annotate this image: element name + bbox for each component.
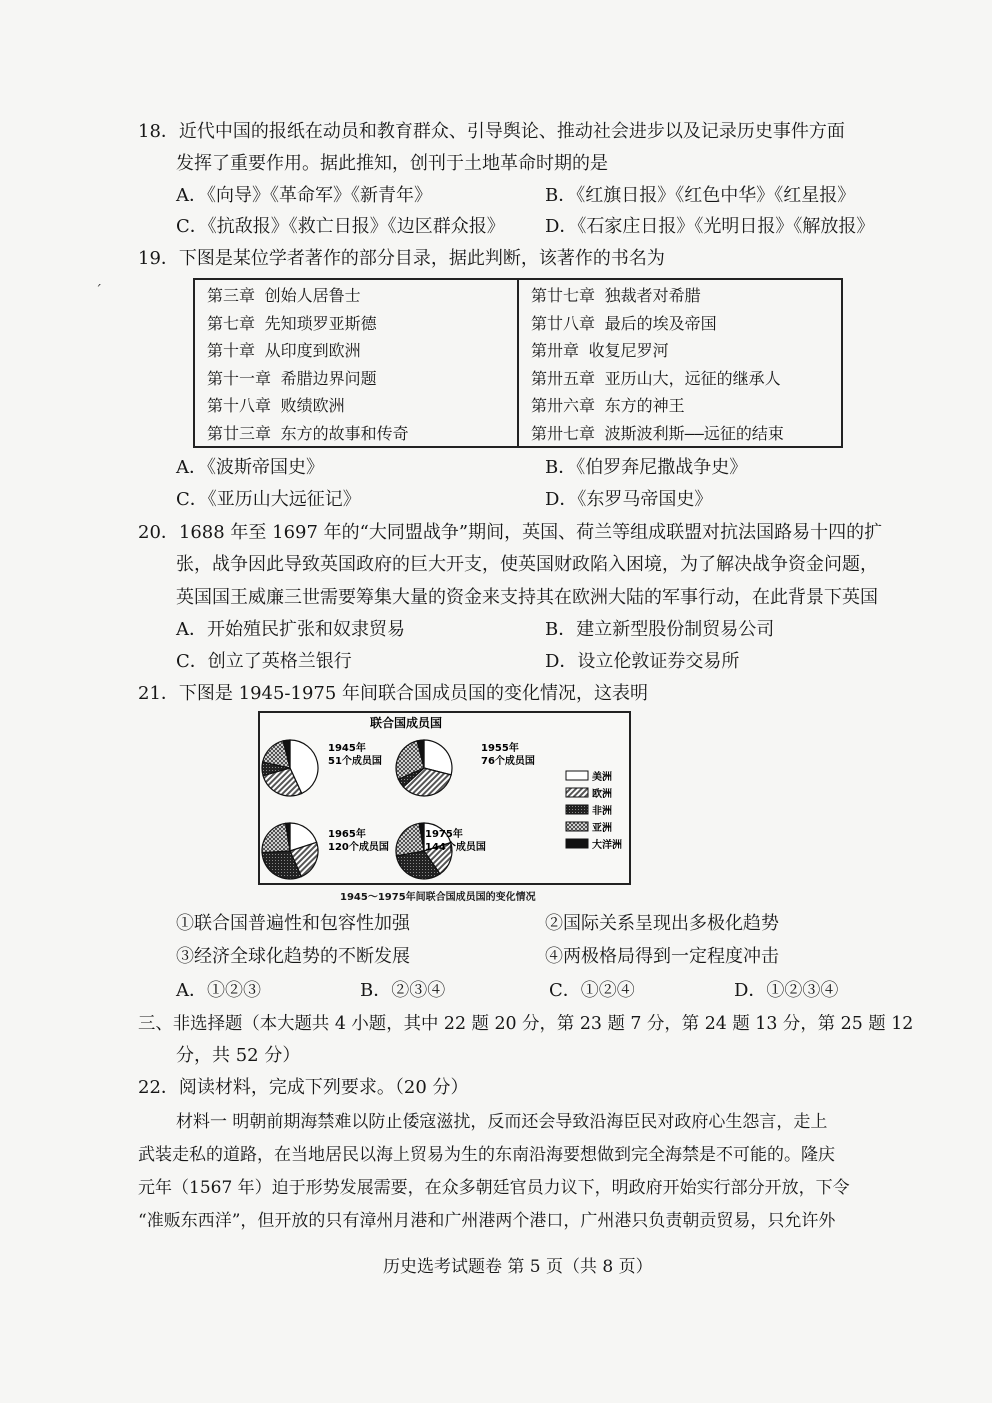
q18-stem-line2: 发挥了重要作用。据此推知，创刊于土地革命时期的是 bbox=[176, 153, 608, 174]
toc-item: 第七章 先知琐罗亚斯德 bbox=[207, 313, 377, 333]
q22-material-line4: “准贩东西洋”，但开放的只有漳州月港和广州港两个港口，广州港只负责朝贡贸易，只允许外 bbox=[138, 1211, 836, 1231]
toc-item: 第廿三章 东方的故事和传奇 bbox=[207, 423, 409, 443]
legend-swatch bbox=[566, 788, 588, 797]
pie-charts-svg bbox=[260, 713, 629, 883]
q21-option-b: B．②③④ bbox=[360, 980, 446, 1001]
toc-item: 第三章 创始人居鲁士 bbox=[207, 286, 361, 305]
q20-stem-line1: 20．1688 年至 1697 年的“大同盟战争”期间，英国、荷兰等组成联盟对抗法国路易十四的扩 bbox=[138, 522, 883, 543]
q21-option-c: C．①②④ bbox=[549, 980, 635, 1001]
pie-year-label: 1945年 bbox=[328, 743, 366, 754]
q21-statement-2: ②国际关系呈现出多极化趋势 bbox=[545, 913, 779, 934]
pie-count-label: 76个成员国 bbox=[481, 756, 535, 767]
toc-right-column bbox=[519, 280, 841, 446]
pen-mark: ˊ bbox=[95, 283, 102, 299]
chart-caption: 1945～1975年间联合国成员国的变化情况 bbox=[340, 892, 536, 903]
q22-material-line2: 武装走私的道路，在当地居民以海上贸易为生的东南沿海要想做到完全海禁是不可能的。隆庆 bbox=[138, 1145, 835, 1165]
q20-option-b: B．建立新型股份制贸易公司 bbox=[545, 619, 775, 640]
q20-option-d: D．设立伦敦证券交易所 bbox=[545, 651, 740, 672]
section3-heading-line2: 分，共 52 分） bbox=[176, 1045, 301, 1066]
toc-item: 第十八章 败绩欧洲 bbox=[207, 396, 345, 416]
table-of-contents bbox=[193, 278, 843, 448]
legend-label: 欧洲 bbox=[592, 789, 612, 800]
pie-count-label: 51个成员国 bbox=[328, 756, 382, 767]
toc-item: 第廿七章 独裁者对希腊 bbox=[531, 286, 701, 305]
pie-year-label: 1965年 bbox=[328, 829, 366, 840]
q20-stem-line3: 英国国王威廉三世需要筹集大量的资金来支持其在欧洲大陆的军事行动，在此背景下英国 bbox=[176, 587, 878, 608]
un-members-chart bbox=[258, 711, 631, 885]
legend-label: 大洋洲 bbox=[592, 840, 622, 851]
toc-item: 第卅章 收复尼罗河 bbox=[531, 341, 669, 361]
legend-label: 亚洲 bbox=[592, 823, 612, 834]
pie-count-label: 120个成员国 bbox=[328, 842, 389, 853]
legend-swatch bbox=[566, 839, 588, 848]
page-footer: 历史选考试题卷 第 5 页（共 8 页） bbox=[383, 1257, 653, 1277]
q20-option-c: C．创立了英格兰银行 bbox=[176, 651, 352, 672]
toc-item: 第卅五章 亚历山大，远征的继承人 bbox=[531, 368, 781, 388]
chart-legend bbox=[566, 770, 622, 851]
q18-stem-line1: 18．近代中国的报纸在动员和教育群众、引导舆论、推动社会进步以及记录历史事件方面 bbox=[138, 121, 845, 142]
legend-swatch bbox=[566, 822, 588, 831]
q21-stem: 21．下图是 1945-1975 年间联合国成员国的变化情况，这表明 bbox=[138, 683, 649, 704]
legend-label: 美洲 bbox=[592, 772, 612, 783]
q20-option-a: A．开始殖民扩张和奴隶贸易 bbox=[176, 619, 405, 640]
toc-item: 第卅七章 波斯波利斯——远征的结束 bbox=[531, 423, 784, 443]
chart-title: 联合国成员国 bbox=[370, 716, 443, 730]
q18-option-a: A．《向导》《革命军》《新青年》 bbox=[176, 185, 432, 206]
q19-option-a: A．《波斯帝国史》 bbox=[176, 457, 324, 478]
q21-option-a: A．①②③ bbox=[176, 980, 261, 1001]
toc-left-column bbox=[195, 280, 519, 446]
q22-material-line3: 元年（1567 年）迫于形势发展需要，在众多朝廷官员力议下，明政府开始实行部分开放，下令 bbox=[138, 1178, 850, 1198]
q20-stem-line2: 张，战争因此导致英国政府的巨大开支，使英国财政陷入困境，为了解决战争资金问题， bbox=[176, 554, 878, 575]
q19-option-b: B．《伯罗奔尼撒战争史》 bbox=[545, 457, 748, 478]
q21-statement-4: ④两极格局得到一定程度冲击 bbox=[545, 946, 779, 967]
pie-group bbox=[262, 740, 535, 879]
toc-item: 第廿八章 最后的埃及帝国 bbox=[531, 313, 717, 333]
toc-item: 第卅六章 东方的神王 bbox=[531, 396, 685, 416]
q18-option-c: C．《抗敌报》《救亡日报》《边区群众报》 bbox=[176, 216, 505, 237]
pie-year-label: 1955年 bbox=[481, 743, 519, 754]
q21-statement-1: ①联合国普遍性和包容性加强 bbox=[176, 913, 410, 934]
q18-option-b: B．《红旗日报》《红色中华》《红星报》 bbox=[545, 185, 856, 206]
legend-swatch bbox=[566, 771, 588, 780]
q19-stem: 19．下图是某位学者著作的部分目录，据此判断，该著作的书名为 bbox=[138, 248, 665, 269]
q19-option-d: D．《东罗马帝国史》 bbox=[545, 489, 713, 510]
pie-count-label: 144个成员国 bbox=[425, 842, 486, 853]
legend-swatch bbox=[566, 805, 588, 814]
q19-option-c: C．《亚历山大远征记》 bbox=[176, 489, 361, 510]
q22-material-line1: 材料一 明朝前期海禁难以防止倭寇滋扰，反而还会导致沿海臣民对政府心生怨言，走上 bbox=[176, 1112, 828, 1132]
section3-heading-line1: 三、非选择题（本大题共 4 小题，其中 22 题 20 分，第 23 题 7 分，第 24 题 13 分，第 25 题 12 bbox=[138, 1014, 914, 1034]
q18-option-d: D．《石家庄日报》《光明日报》《解放报》 bbox=[545, 216, 875, 237]
q22-stem: 22．阅读材料，完成下列要求。（20 分） bbox=[138, 1077, 469, 1098]
q21-option-d: D．①②③④ bbox=[734, 980, 839, 1001]
q21-statement-3: ③经济全球化趋势的不断发展 bbox=[176, 946, 410, 967]
pie-year-label: 1975年 bbox=[425, 829, 463, 840]
toc-item: 第十一章 希腊边界问题 bbox=[207, 368, 377, 388]
legend-label: 非洲 bbox=[592, 806, 612, 817]
toc-item: 第十章 从印度到欧洲 bbox=[207, 341, 361, 361]
